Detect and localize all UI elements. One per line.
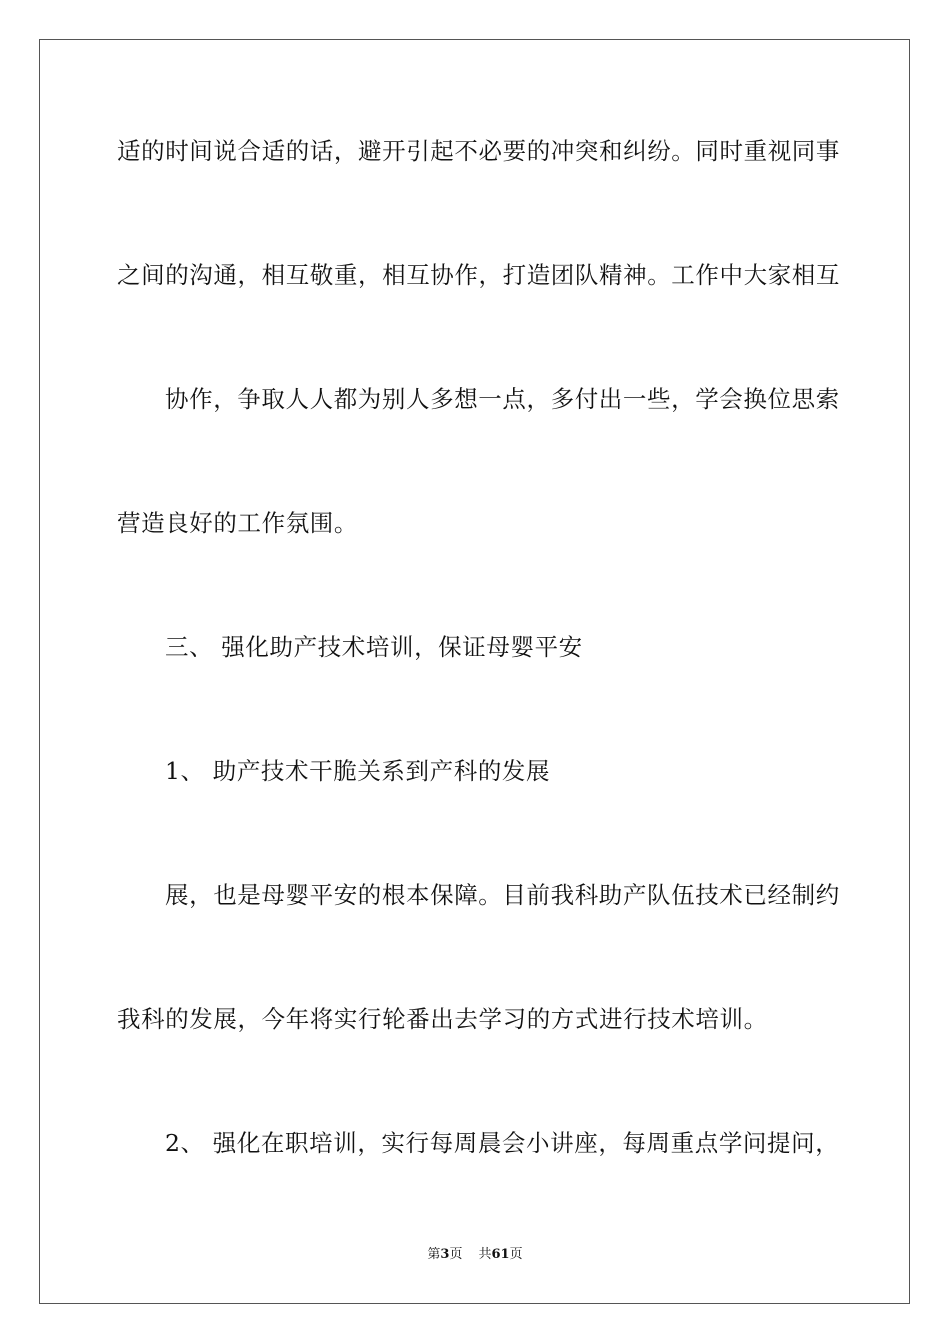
body-text-line: 展，也是母婴平安的根本保障。目前我科助产队伍技术已经制约: [165, 881, 840, 909]
page-suffix: 页: [449, 1247, 463, 1262]
body-text-line: 之间的沟通，相互敬重，相互协作，打造团队精神。工作中大家相互: [117, 261, 840, 289]
page-prefix: 第: [427, 1247, 441, 1262]
total-suffix: 页: [509, 1247, 523, 1262]
section-heading: 三、 强化助产技术培训，保证母婴平安: [165, 633, 583, 661]
page-footer: [0, 1246, 950, 1264]
body-text-line: 适的时间说合适的话，避开引起不必要的冲突和纠纷。同时重视同事: [117, 137, 840, 165]
body-text-line: 协作，争取人人都为别人多想一点，多付出一些，学会换位思索: [165, 385, 840, 413]
page-border: [39, 39, 910, 1304]
body-text-line: 我科的发展，今年将实行轮番出去学习的方式进行技术培训。: [117, 1005, 768, 1033]
page-number: 3: [440, 1247, 450, 1262]
list-item-heading: 2、 强化在职培训，实行每周晨会小讲座，每周重点学问提问，: [165, 1129, 840, 1157]
list-item-heading: 1、 助产技术干脆关系到产科的发展: [165, 757, 551, 785]
body-text-line: 营造良好的工作氛围。: [117, 509, 358, 537]
total-pages: 61: [491, 1247, 510, 1262]
total-prefix: 共: [478, 1247, 492, 1262]
